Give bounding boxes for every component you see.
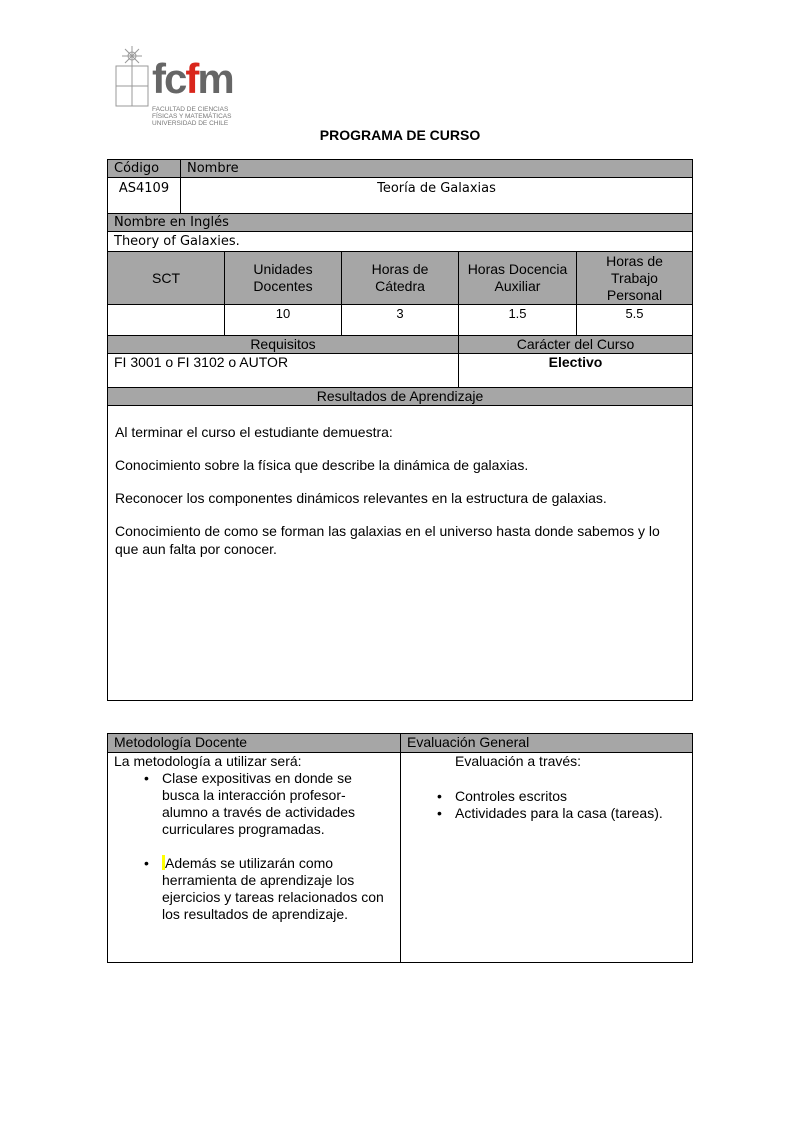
- page-title: PROGRAMA DE CURSO: [319, 127, 481, 143]
- metodologia-item: [114, 855, 390, 923]
- nombre-value: Teoría de Galaxias: [180, 177, 693, 214]
- evaluacion-body: [400, 752, 693, 963]
- credits-value-ud: 10: [224, 304, 342, 336]
- evaluacion-item: • Controles escritos: [407, 788, 686, 805]
- evaluacion-header: Evaluación General: [400, 733, 693, 753]
- evaluacion-item: • Actividades para la casa (tareas).: [407, 805, 686, 822]
- codigo-value: AS4109: [107, 177, 181, 214]
- credits-value-sct: [107, 304, 225, 336]
- credits-value-catedra: 3: [341, 304, 459, 336]
- resultados-paragraph: Reconocer los componentes dinámicos relevantes en la estructura de galaxias.: [115, 490, 607, 506]
- caracter-header: Carácter del Curso: [458, 335, 693, 354]
- resultados-paragraph: Al terminar el curso el estudiante demuestra:: [115, 424, 393, 440]
- resultados-body: [107, 405, 693, 701]
- caracter-value: Electivo: [458, 353, 693, 388]
- logo-line: FACULTAD DE CIENCIAS: [152, 106, 229, 113]
- metodologia-item: • Clase expositivas en donde se busca la interacción profesor-alumno a través de actividades curriculares programadas.: [114, 770, 390, 838]
- credits-header-sct: SCT: [107, 251, 225, 305]
- requisitos-header: Requisitos: [107, 335, 459, 354]
- metodologia-intro: La metodología a utilizar será:: [114, 753, 302, 769]
- ingles-value: Theory of Galaxies.: [107, 231, 693, 252]
- ingles-header: Nombre en Inglés: [107, 213, 693, 232]
- credits-header-ud: Unidades Docentes: [224, 251, 342, 305]
- credits-header-auxiliar: Horas Docencia Auxiliar: [458, 251, 577, 305]
- codigo-header: Código: [107, 159, 181, 178]
- logo-line: FÍSICAS Y MATEMÁTICAS: [152, 113, 232, 120]
- credits-header-catedra: Horas de Cátedra: [341, 251, 459, 305]
- credits-header-personal: Horas de Trabajo Personal: [576, 251, 693, 305]
- university-seal-icon: [112, 46, 152, 116]
- evaluacion-intro: Evaluación a través:: [455, 753, 582, 769]
- resultados-paragraph: Conocimiento de como se forman las galaxias en el universo hasta donde sabemos y lo que aun falta por conocer.: [115, 523, 660, 557]
- credits-value-personal: 5.5: [576, 304, 693, 336]
- metodologia-header: Metodología Docente: [107, 733, 401, 753]
- metodologia-item-text: Además se utilizarán como herramienta de aprendizaje los ejercicios y tareas relacionados con los resultados de aprendizaje.: [162, 855, 384, 922]
- metodologia-body: [107, 752, 401, 963]
- resultados-header: Resultados de Aprendizaje: [107, 387, 693, 406]
- nombre-header: Nombre: [180, 159, 693, 178]
- logo-line: UNIVERSIDAD DE CHILE: [152, 120, 229, 127]
- requisitos-value: FI 3001 o FI 3102 o AUTOR: [107, 353, 459, 388]
- resultados-paragraph: Conocimiento sobre la física que describe la dinámica de galaxias.: [115, 457, 529, 473]
- fcfm-logo: fcfm FACULTAD DE CIENCIAS FÍSICAS Y MATEMÁTICAS UNIVERSIDAD DE CHILE: [112, 46, 242, 131]
- credits-value-auxiliar: 1.5: [458, 304, 577, 336]
